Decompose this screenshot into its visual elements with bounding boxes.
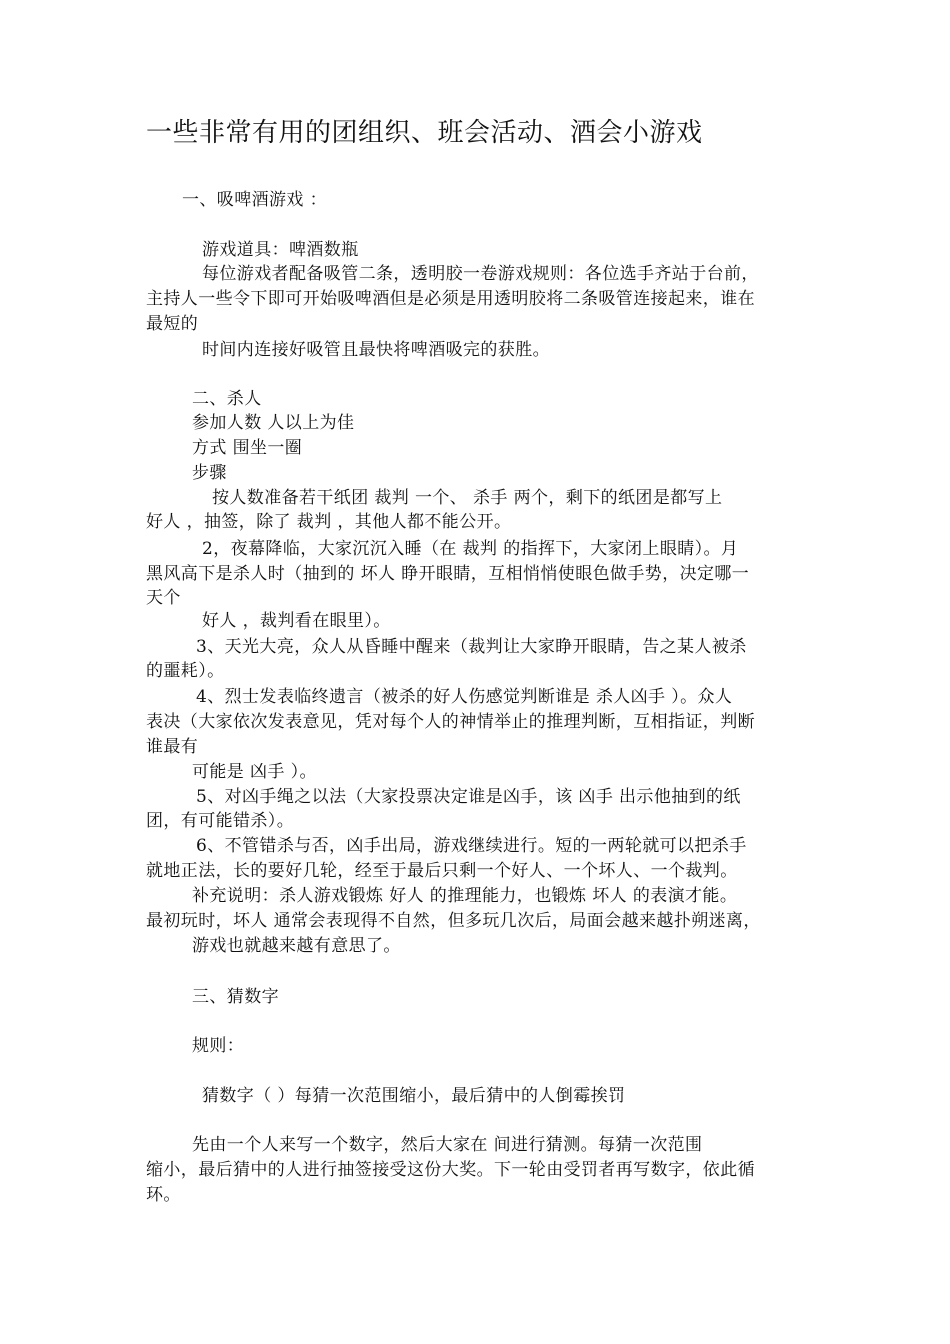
paragraph-line: 好人 ，裁判看在眼里）。 bbox=[202, 611, 391, 631]
paragraph-line: 环。 bbox=[146, 1185, 181, 1205]
paragraph-line: 的噩耗）。 bbox=[146, 661, 225, 681]
paragraph-line: 按人数准备若干纸团 裁判 一个、 杀手 两个，剩下的纸团是都写上 bbox=[212, 488, 723, 508]
paragraph-line: 缩小，最后猜中的人进行抽签接受这份大奖。下一轮由受罚者再写数字，依此循 bbox=[146, 1160, 755, 1180]
paragraph-line: 好人 ，抽签，除了 裁判 ，其他人都不能公开。 bbox=[146, 512, 512, 532]
document-title: 一些非常有用的团组织、班会活动、酒会小游戏 bbox=[146, 118, 703, 148]
paragraph-line: 最初玩时，坏人 通常会表现得不自然，但多玩几次后，局面会越来越扑朔迷离， bbox=[146, 911, 761, 931]
paragraph-line: 时间内连接好吸管且最快将啤酒吸完的获胜。 bbox=[202, 340, 550, 360]
paragraph-line: 主持人一些令下即可开始吸啤酒但是必须是用透明胶将二条吸管连接起来，谁在 bbox=[146, 289, 755, 309]
paragraph-line: 游戏也就越来越有意思了。 bbox=[192, 936, 401, 956]
paragraph-line: 4、烈士发表临终遗言（被杀的好人伤感觉判断谁是 杀人凶手 ）。众人 bbox=[196, 687, 733, 707]
section-heading: 三、猜数字 bbox=[192, 987, 279, 1007]
paragraph-line: 黑风高下是杀人时（抽到的 坏人 睁开眼睛，互相悄悄使眼色做手势，决定哪一 bbox=[146, 564, 750, 584]
paragraph-line: 天个 bbox=[146, 588, 181, 608]
paragraph-line: 团，有可能错杀）。 bbox=[146, 811, 295, 831]
paragraph-line: 可能是 凶手 ）。 bbox=[192, 762, 317, 782]
paragraph-line: 猜数字（ ）每猜一次范围缩小，最后猜中的人倒霉挨罚 bbox=[202, 1086, 626, 1106]
paragraph-line: 6、不管错杀与否，凶手出局，游戏继续进行。短的一两轮就可以把杀手 bbox=[196, 836, 747, 856]
paragraph-line: 每位游戏者配备吸管二条，透明胶一卷游戏规则：各位选手齐站于台前， bbox=[202, 264, 759, 284]
paragraph-line: 就地正法，长的要好几轮，经至于最后只剩一个好人、一个坏人、一个裁判。 bbox=[146, 861, 738, 881]
section-heading: 一、吸啤酒游戏 ： bbox=[182, 190, 328, 210]
paragraph-line: 游戏道具：啤酒数瓶 bbox=[202, 240, 359, 260]
paragraph-line: 补充说明：杀人游戏锻炼 好人 的推理能力，也锻炼 坏人 的表演才能。 bbox=[192, 886, 738, 906]
paragraph-line: 2，夜幕降临，大家沉沉入睡（在 裁判 的指挥下，大家闭上眼睛）。月 bbox=[202, 539, 739, 559]
paragraph-line: 5、对凶手绳之以法（大家投票决定谁是凶手，该 凶手 出示他抽到的纸 bbox=[196, 787, 741, 807]
paragraph-line: 参加人数 人以上为佳 bbox=[192, 413, 355, 433]
paragraph-line: 谁最有 bbox=[146, 737, 199, 757]
paragraph-line: 最短的 bbox=[146, 314, 199, 334]
paragraph-line: 方式 围坐一圈 bbox=[192, 438, 303, 458]
section-heading: 二、杀人 bbox=[192, 389, 262, 409]
paragraph-line: 表决（大家依次发表意见，凭对每个人的神情举止的推理判断，互相指证，判断 bbox=[146, 712, 755, 732]
paragraph-line: 步骤 bbox=[192, 463, 227, 483]
paragraph-line: 规则： bbox=[192, 1036, 245, 1056]
paragraph-line: 先由一个人来写一个数字，然后大家在 间进行猜测。每猜一次范围 bbox=[192, 1135, 703, 1155]
paragraph-line: 3、天光大亮，众人从昏睡中醒来（裁判让大家睁开眼睛，告之某人被杀 bbox=[196, 637, 747, 657]
